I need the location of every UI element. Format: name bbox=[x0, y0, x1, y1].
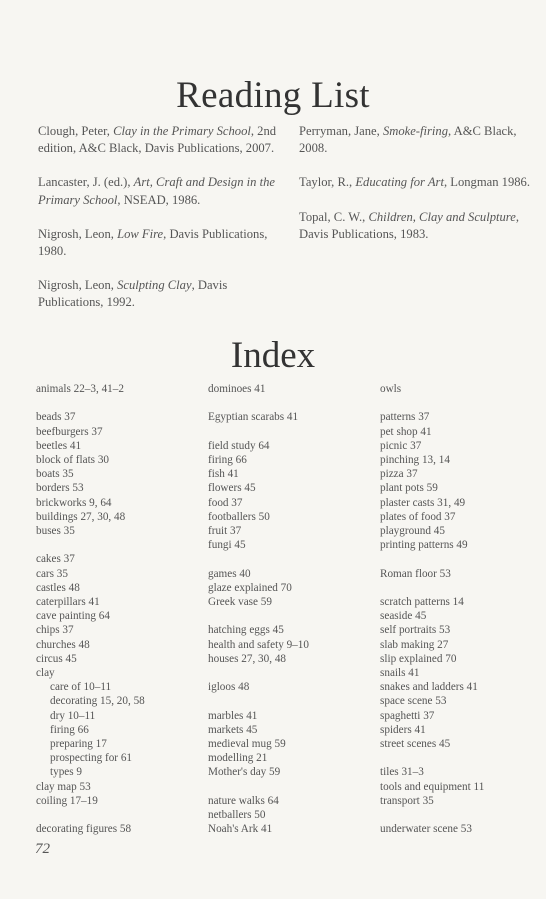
entry-publication: , Davis Publications, 1992. bbox=[38, 278, 228, 310]
index-entry: tools and equipment 11 bbox=[380, 780, 485, 793]
index-spacer bbox=[380, 808, 540, 822]
index-entry: circus 45 bbox=[36, 652, 77, 665]
index-entry: space scene 53 bbox=[380, 695, 447, 708]
index-entry: firing 66 bbox=[208, 453, 247, 466]
entry-publication: , NSEAD, 1986. bbox=[117, 192, 201, 207]
index-entry: snakes and ladders 41 bbox=[380, 681, 478, 694]
index-entry: underwater scene 53 bbox=[380, 823, 472, 836]
index-entry: printing patterns 49 bbox=[380, 539, 468, 552]
index-entry: hatching eggs 45 bbox=[208, 624, 284, 637]
index-spacer bbox=[36, 808, 196, 822]
index-spacer bbox=[36, 396, 196, 410]
index-entry: Mother's day 59 bbox=[208, 766, 281, 779]
index-entry: buses 35 bbox=[36, 525, 75, 538]
reading-list-right-column bbox=[299, 123, 539, 260]
entry-title: Children, Clay and Sculpture bbox=[368, 209, 516, 224]
index-entry: brickworks 9, 64 bbox=[36, 496, 112, 509]
index-entry: pinching 13, 14 bbox=[380, 454, 450, 466]
index-entry: snails 41 bbox=[380, 667, 420, 680]
index-entry: scratch patterns 14 bbox=[380, 596, 464, 608]
page-number: 72 bbox=[35, 841, 50, 857]
index-entry: block of flats 30 bbox=[36, 454, 110, 466]
index-entry: patterns 37 bbox=[380, 411, 430, 424]
index-entry: dominoes 41 bbox=[208, 383, 266, 395]
index-entry: fish 41 bbox=[208, 468, 239, 481]
entry-author: Perryman, Jane, bbox=[299, 124, 383, 138]
index-entry: decorating figures 58 bbox=[36, 823, 132, 836]
index-entry: pizza 37 bbox=[380, 468, 418, 481]
entry-publication: , Davis Publications, 1983. bbox=[299, 209, 519, 241]
index-subentry: dry 10–11 bbox=[50, 709, 96, 722]
index-column-3 bbox=[380, 382, 540, 836]
index-entry: transport 35 bbox=[380, 794, 434, 807]
index-entry: cakes 37 bbox=[36, 553, 75, 566]
index-subentry: prospecting for 61 bbox=[50, 752, 133, 765]
entry-author: Nigrosh, Leon, bbox=[38, 226, 118, 241]
index-entry: marbles 41 bbox=[208, 709, 258, 722]
index-entry: tiles 31–3 bbox=[380, 766, 424, 779]
entry-author: Lancaster, J. (ed.), bbox=[38, 175, 134, 190]
index-entry: modelling 21 bbox=[208, 752, 268, 765]
index-entry: Egyptian scarabs 41 bbox=[208, 411, 299, 424]
index-entry: caterpillars 41 bbox=[36, 596, 100, 609]
index-spacer bbox=[380, 581, 540, 595]
index-entry: picnic 37 bbox=[380, 439, 422, 452]
index-entry: Noah's Ark 41 bbox=[208, 823, 273, 836]
index-entry: Roman floor 53 bbox=[380, 567, 451, 580]
index-entry: houses 27, 30, 48 bbox=[208, 652, 287, 665]
index-subentry: decorating 15, 20, 58 bbox=[50, 695, 145, 708]
index-entry: borders 53 bbox=[36, 482, 84, 495]
index-entry: food 37 bbox=[208, 496, 243, 509]
reading-list-left-column bbox=[38, 123, 283, 329]
entry-author: Nigrosh, Leon, bbox=[38, 278, 118, 293]
index-entry: beefburgers 37 bbox=[36, 425, 103, 438]
index-entry: beetles 41 bbox=[36, 439, 82, 452]
index-entry: plant pots 59 bbox=[380, 482, 438, 495]
index-entry: medieval mug 59 bbox=[208, 737, 286, 750]
index-spacer bbox=[208, 666, 378, 680]
index-entry: glaze explained 70 bbox=[208, 581, 292, 594]
index-subentry: firing 66 bbox=[50, 723, 89, 736]
index-entry: footballers 50 bbox=[208, 510, 270, 523]
index-entry: clay map 53 bbox=[36, 780, 91, 793]
index-spacer bbox=[208, 396, 378, 410]
index-entry: spaghetti 37 bbox=[380, 709, 435, 722]
entry-title: Art, Craft and Design in the Primary School bbox=[38, 175, 275, 207]
index-entry: street scenes 45 bbox=[380, 738, 451, 751]
index-entry: health and safety 9–10 bbox=[208, 638, 309, 651]
index-entry: playground 45 bbox=[380, 525, 445, 538]
entry-publication: , Longman 1986. bbox=[443, 175, 531, 190]
entry-publication: , Davis Publications, 1980. bbox=[38, 226, 268, 259]
index-entry: beads 37 bbox=[36, 411, 76, 424]
index-entry: Greek vase 59 bbox=[208, 596, 272, 608]
reading-list-entry bbox=[299, 174, 539, 191]
index-spacer bbox=[208, 552, 378, 566]
index-spacer bbox=[208, 609, 378, 623]
index-entry: netballers 50 bbox=[208, 808, 266, 821]
index-spacer bbox=[208, 780, 378, 794]
index-spacer bbox=[36, 538, 196, 552]
entry-title: Clay in the Primary School bbox=[113, 124, 251, 138]
index-entry: coiling 17–19 bbox=[36, 794, 98, 807]
entry-title: Low Fire bbox=[117, 226, 164, 241]
index-spacer bbox=[380, 751, 540, 765]
index-entry: slip explained 70 bbox=[380, 652, 457, 665]
index-entry: plates of food 37 bbox=[380, 510, 456, 523]
reading-list-entry bbox=[38, 226, 283, 260]
index-entry: castles 48 bbox=[36, 581, 80, 594]
index-entry: pet shop 41 bbox=[380, 425, 432, 438]
entry-title: Educating for Art bbox=[355, 175, 444, 190]
index-entry: cars 35 bbox=[36, 567, 68, 580]
entry-title: Sculpting Clay bbox=[117, 278, 192, 293]
index-entry: markets 45 bbox=[208, 723, 258, 736]
index-entry: buildings 27, 30, 48 bbox=[36, 510, 126, 523]
index-entry: flowers 45 bbox=[208, 482, 256, 495]
index-entry: igloos 48 bbox=[208, 681, 250, 694]
index-entry: plaster casts 31, 49 bbox=[380, 496, 466, 509]
entry-title: Smoke-firing bbox=[382, 124, 448, 138]
index-spacer bbox=[208, 425, 378, 439]
reading-list-entry bbox=[299, 123, 539, 157]
index-spacer bbox=[380, 396, 540, 410]
index-subentry: types 9 bbox=[50, 766, 83, 779]
index-entry: churches 48 bbox=[36, 638, 90, 651]
index-entry: nature walks 64 bbox=[208, 794, 279, 807]
index-entry: boats 35 bbox=[36, 468, 74, 481]
entry-publication: , A&C Black, 2008. bbox=[299, 124, 517, 156]
index-entry: field study 64 bbox=[208, 439, 270, 452]
index-spacer bbox=[380, 552, 540, 566]
index-column-1 bbox=[36, 382, 196, 836]
reading-list-entry bbox=[299, 209, 539, 243]
index-entry: fungi 45 bbox=[208, 539, 246, 552]
index-entry: owls bbox=[380, 383, 402, 395]
index-heading: Index bbox=[230, 335, 316, 376]
index-entry: clay bbox=[36, 667, 55, 680]
index-entry: chips 37 bbox=[36, 624, 74, 637]
index-entry: games 40 bbox=[208, 567, 251, 580]
entry-author: Clough, Peter, bbox=[38, 124, 114, 138]
index-entry: cave painting 64 bbox=[36, 610, 110, 623]
index-entry: animals 22–3, 41–2 bbox=[36, 383, 124, 395]
reading-list-entry bbox=[38, 277, 283, 311]
entry-author: Taylor, R., bbox=[299, 175, 356, 190]
index-subentry: care of 10–11 bbox=[50, 681, 112, 694]
reading-list-entry bbox=[38, 123, 283, 157]
index-spacer bbox=[208, 694, 378, 708]
index-entry: slab making 27 bbox=[380, 638, 449, 651]
entry-publication: , 2nd edition, A&C Black, Davis Publications, 2007. bbox=[38, 124, 277, 156]
reading-list-heading: Reading List bbox=[176, 75, 370, 116]
index-entry: fruit 37 bbox=[208, 525, 242, 537]
index-entry: spiders 41 bbox=[380, 723, 426, 736]
entry-author: Topal, C. W., bbox=[299, 209, 369, 224]
index-entry: seaside 45 bbox=[380, 610, 427, 623]
index-entry: self portraits 53 bbox=[380, 624, 451, 637]
index-subentry: preparing 17 bbox=[50, 738, 107, 751]
index-column-2 bbox=[208, 382, 378, 836]
reading-list-entry bbox=[38, 174, 283, 208]
